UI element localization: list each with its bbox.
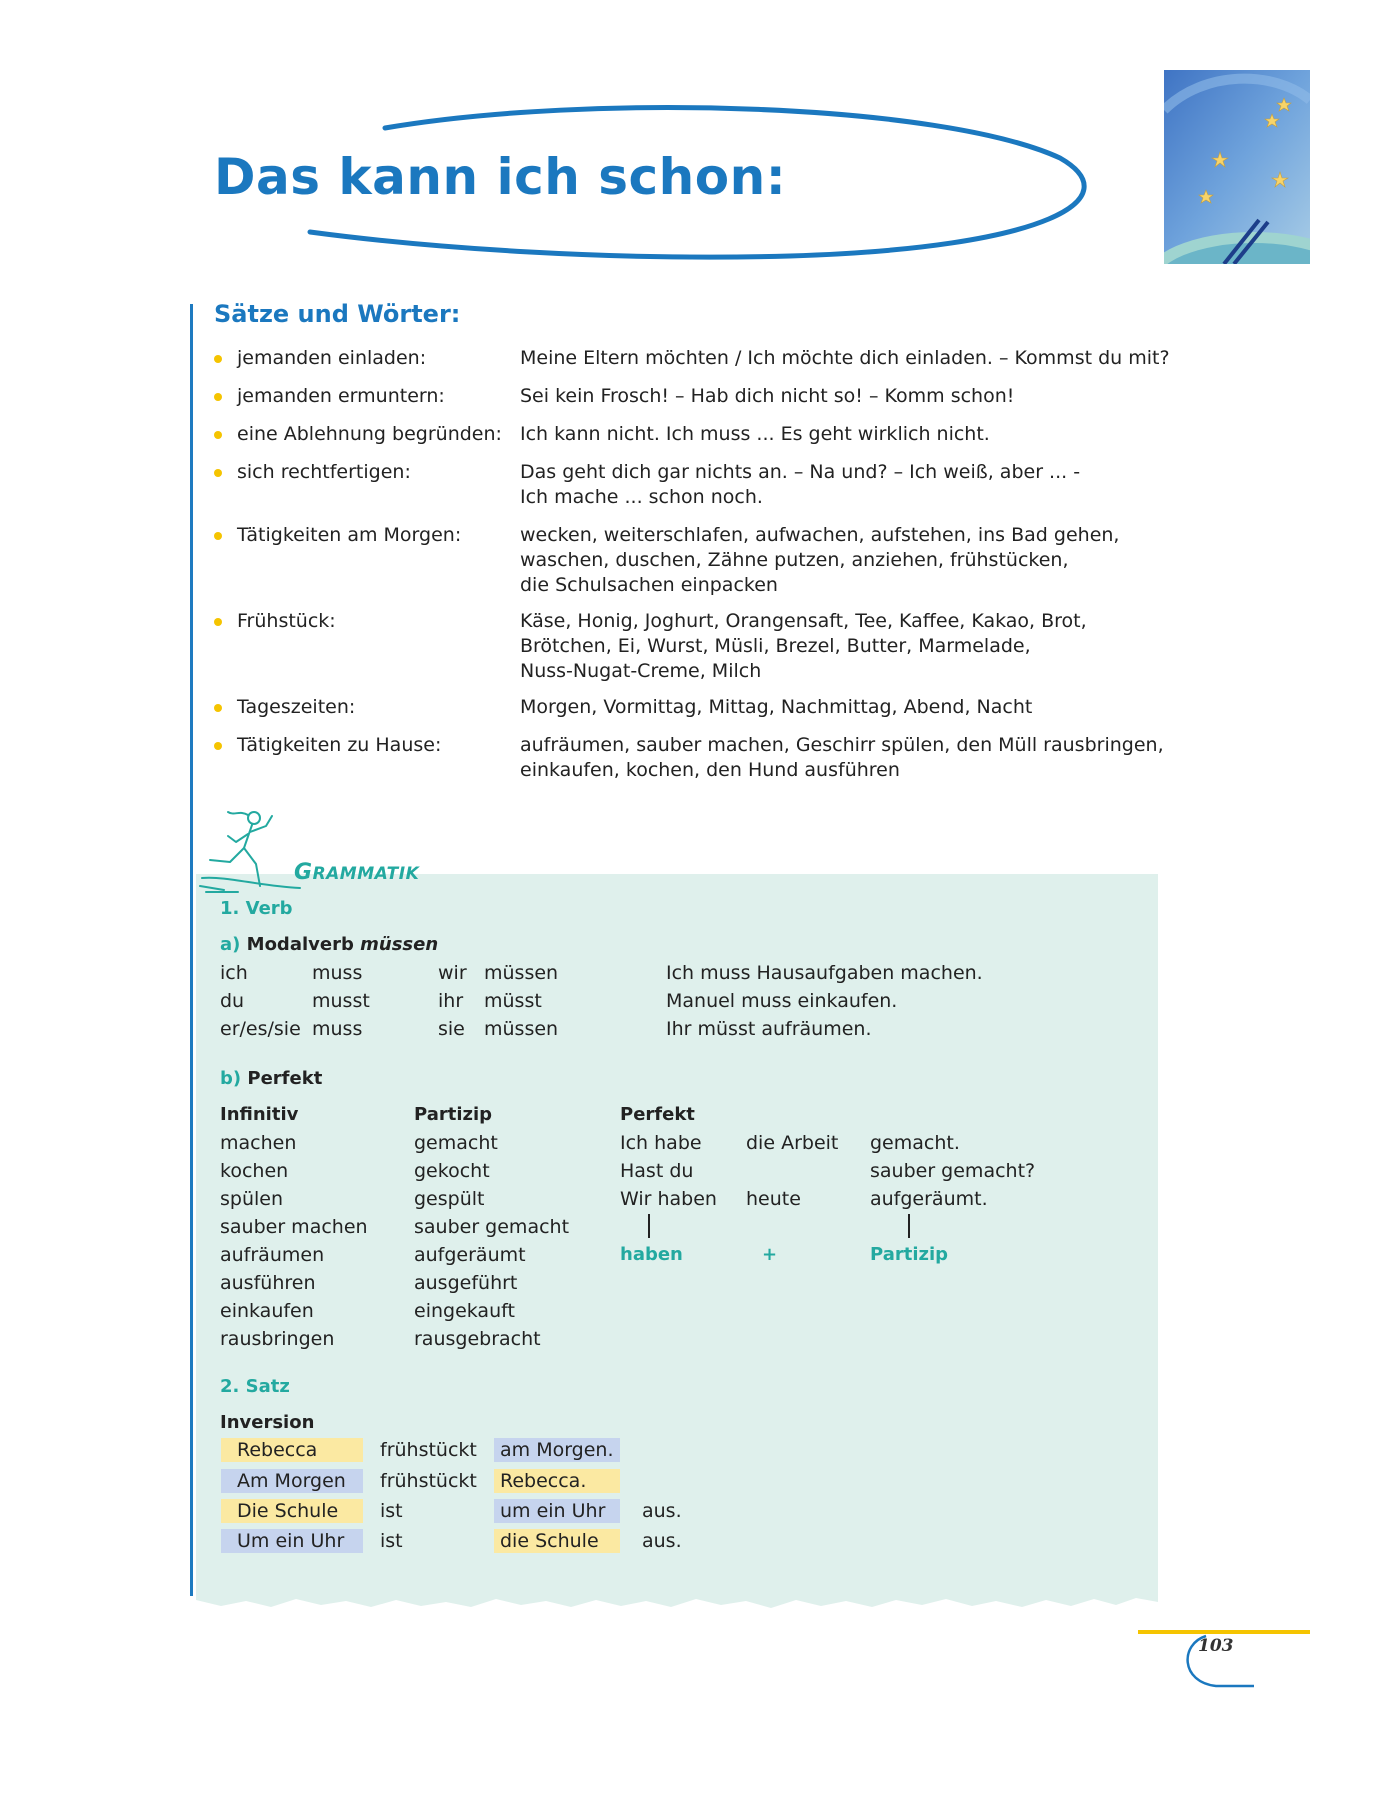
- perfekt-example-end: aufgeräumt.: [870, 1188, 988, 1210]
- inversion-verb: ist: [380, 1530, 403, 1552]
- vocab-expressions: [520, 460, 1170, 510]
- bullet-icon: [214, 469, 222, 477]
- vocab-topic: Tätigkeiten am Morgen:: [237, 524, 462, 546]
- vocab-line: Ich kann nicht. Ich muss ... Es geht wirklich nicht.: [520, 423, 990, 445]
- vocab-topic: Tätigkeiten zu Hause:: [237, 734, 442, 756]
- modal-form: musst: [312, 990, 370, 1012]
- bullet-icon: [214, 431, 222, 439]
- infinitiv-cell: spülen: [220, 1188, 284, 1210]
- vocab-line: Meine Eltern möchten / Ich möchte dich einladen. – Kommst du mit?: [520, 347, 1170, 369]
- inversion-time-highlight: am Morgen.: [494, 1438, 620, 1462]
- vocab-topic: Tageszeiten:: [237, 696, 356, 718]
- modalverb-label: Modalverb: [246, 934, 354, 955]
- infinitiv-cell: machen: [220, 1132, 297, 1154]
- page-title: Das kann ich schon:: [214, 148, 787, 206]
- left-margin-rule: [190, 304, 193, 1596]
- inversion-verb: frühstückt: [380, 1470, 477, 1492]
- column-header-infinitiv: Infinitiv: [220, 1104, 299, 1125]
- vocab-line: wecken, weiterschlafen, aufwachen, aufstehen, ins Bad gehen,: [520, 524, 1120, 546]
- formula-plus: +: [762, 1244, 778, 1265]
- vocab-topic: eine Ablehnung begründen:: [237, 423, 502, 445]
- column-header-perfekt: Perfekt: [620, 1104, 695, 1125]
- modal-example: Ich muss Hausaufgaben machen.: [666, 962, 983, 984]
- partizip-cell: gekocht: [414, 1160, 490, 1182]
- vocab-expressions: [520, 523, 1170, 598]
- perfekt-example-end: sauber gemacht?: [870, 1160, 1036, 1182]
- modal-pronoun: ich: [220, 962, 248, 984]
- inversion-label: Inversion: [220, 1412, 315, 1433]
- inversion-subject-highlight: die Schule: [494, 1529, 620, 1553]
- infinitiv-cell: einkaufen: [220, 1300, 314, 1322]
- vocab-expressions: [520, 346, 1170, 371]
- vocab-line: einkaufen, kochen, den Hund ausführen: [520, 759, 900, 781]
- modal-pronoun: du: [220, 990, 245, 1012]
- vocab-expressions: [520, 609, 1170, 684]
- partizip-cell: sauber gemacht: [414, 1216, 570, 1238]
- modal-form: müsst: [484, 990, 542, 1012]
- grammar-section-title: [294, 860, 419, 885]
- section-heading-saetze-woerter: Sätze und Wörter:: [214, 300, 461, 328]
- modal-form: müssen: [484, 1018, 559, 1040]
- infinitiv-cell: kochen: [220, 1160, 289, 1182]
- inversion-particle: aus.: [642, 1500, 682, 1522]
- grammar-title-rest: RAMMATIK: [312, 864, 420, 884]
- partizip-cell: eingekauft: [414, 1300, 515, 1322]
- runner-icon: [198, 806, 302, 894]
- modalverb-heading: [220, 934, 438, 955]
- infinitiv-cell: rausbringen: [220, 1328, 335, 1350]
- modal-example: Ihr müsst aufräumen.: [666, 1018, 872, 1040]
- vocab-expressions: [520, 733, 1170, 783]
- infinitiv-cell: aufräumen: [220, 1244, 325, 1266]
- perfekt-example-middle: die Arbeit: [746, 1132, 839, 1154]
- vocab-expressions: [520, 422, 1170, 447]
- verb-heading: 1. Verb: [220, 898, 293, 919]
- vocab-topic: sich rechtfertigen:: [237, 461, 411, 483]
- vocab-expressions: [520, 384, 1170, 409]
- vocab-expressions: [520, 695, 1170, 720]
- partizip-cell: gespült: [414, 1188, 485, 1210]
- vocab-topic: Frühstück:: [237, 610, 336, 632]
- page-number: 103: [1198, 1636, 1234, 1656]
- perfekt-letter: b): [220, 1068, 242, 1089]
- vocab-line: Nuss-Nugat-Creme, Milch: [520, 660, 762, 682]
- vocab-line: Brötchen, Ei, Wurst, Müsli, Brezel, Butter, Marmelade,: [520, 635, 1031, 657]
- modal-pronoun: ihr: [438, 990, 464, 1012]
- formula-haben: haben: [620, 1244, 683, 1265]
- infinitiv-cell: sauber machen: [220, 1216, 368, 1238]
- perfekt-example-end: gemacht.: [870, 1132, 960, 1154]
- vocab-topic: jemanden einladen:: [237, 347, 427, 369]
- inversion-subject-highlight: Rebecca.: [494, 1469, 620, 1493]
- bullet-icon: [214, 355, 222, 363]
- partizip-cell: gemacht: [414, 1132, 498, 1154]
- formula-partizip: Partizip: [870, 1244, 949, 1265]
- inversion-time-highlight: um ein Uhr: [494, 1499, 620, 1523]
- vocab-line: Das geht dich gar nichts an. – Na und? – Ich weiß, aber ... -: [520, 461, 1081, 483]
- inversion-subject-highlight: Die Schule: [221, 1499, 363, 1523]
- perfekt-example-subject: Hast du: [620, 1160, 694, 1182]
- modalverb-italic: müssen: [360, 934, 439, 955]
- perfekt-example-subject: Wir haben: [620, 1188, 717, 1210]
- inversion-particle: aus.: [642, 1530, 682, 1552]
- inversion-verb: ist: [380, 1500, 403, 1522]
- modalverb-letter: a): [220, 934, 241, 955]
- vocab-line: die Schulsachen einpacken: [520, 574, 778, 596]
- modal-form: muss: [312, 962, 363, 984]
- vocab-line: Sei kein Frosch! – Hab dich nicht so! – Komm schon!: [520, 385, 1015, 407]
- vocab-line: waschen, duschen, Zähne putzen, anziehen, frühstücken,: [520, 549, 1069, 571]
- perfekt-label: Perfekt: [247, 1068, 323, 1089]
- modal-pronoun: wir: [438, 962, 467, 984]
- bullet-icon: [214, 532, 222, 540]
- vocab-line: Käse, Honig, Joghurt, Orangensaft, Tee, Kaffee, Kakao, Brot,: [520, 610, 1087, 632]
- bullet-icon: [214, 393, 222, 401]
- vocab-line: Morgen, Vormittag, Mittag, Nachmittag, Abend, Nacht: [520, 696, 1033, 718]
- inversion-time-highlight: Am Morgen: [221, 1469, 363, 1493]
- bullet-icon: [214, 618, 222, 626]
- bullet-icon: [214, 742, 222, 750]
- inversion-subject-highlight: Rebecca: [221, 1438, 363, 1462]
- perfekt-heading: [220, 1068, 322, 1089]
- perfekt-example-middle: heute: [746, 1188, 801, 1210]
- night-sky-illustration: [1164, 70, 1310, 264]
- inversion-verb: frühstückt: [380, 1439, 477, 1461]
- satz-heading: 2. Satz: [220, 1376, 290, 1397]
- vocab-line: aufräumen, sauber machen, Geschirr spülen, den Müll rausbringen,: [520, 734, 1164, 756]
- perfekt-example-subject: Ich habe: [620, 1132, 702, 1154]
- bullet-icon: [214, 704, 222, 712]
- column-header-partizip: Partizip: [414, 1104, 493, 1125]
- modal-pronoun: er/es/sie: [220, 1018, 301, 1040]
- modal-pronoun: sie: [438, 1018, 465, 1040]
- partizip-cell: rausgebracht: [414, 1328, 541, 1350]
- grammar-title-initial: G: [294, 860, 313, 885]
- vocab-line: Ich mache ... schon noch.: [520, 486, 763, 508]
- connector-line: [648, 1214, 650, 1238]
- vocab-topic: jemanden ermuntern:: [237, 385, 445, 407]
- infinitiv-cell: ausführen: [220, 1272, 316, 1294]
- modal-example: Manuel muss einkaufen.: [666, 990, 898, 1012]
- inversion-time-highlight: Um ein Uhr: [221, 1529, 363, 1553]
- connector-line: [908, 1214, 910, 1238]
- modal-form: muss: [312, 1018, 363, 1040]
- modal-form: müssen: [484, 962, 559, 984]
- partizip-cell: ausgeführt: [414, 1272, 518, 1294]
- partizip-cell: aufgeräumt: [414, 1244, 526, 1266]
